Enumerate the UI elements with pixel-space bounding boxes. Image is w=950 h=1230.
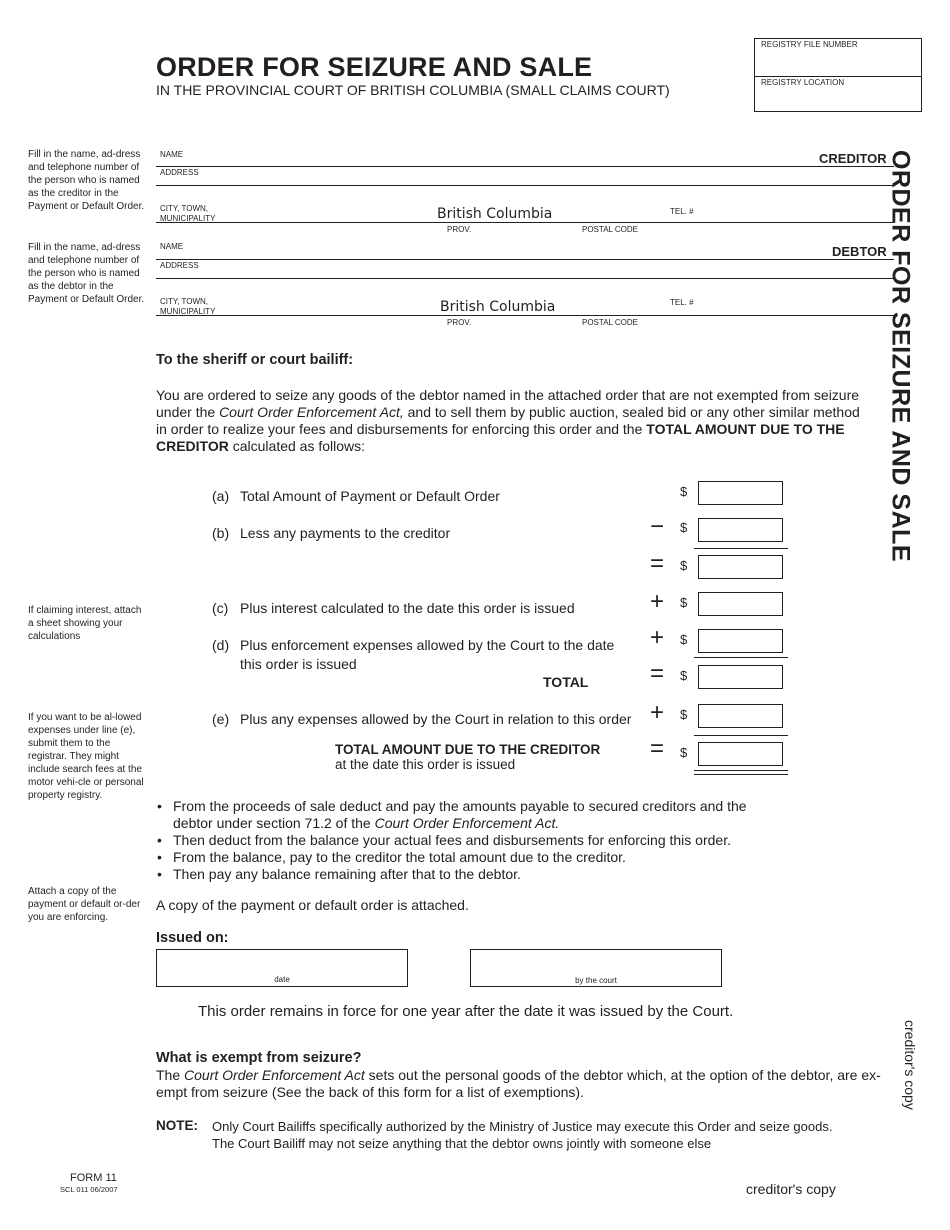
debtor-province-value[interactable]: British Columbia (440, 299, 556, 315)
grand-total-currency: $ (680, 745, 688, 760)
creditor-role-label: CREDITOR (819, 151, 887, 166)
exempt-heading: What is exempt from seizure? (156, 1050, 362, 1066)
debtor-name-label: NAME (160, 242, 184, 251)
instruction-item: • Then pay any balance remaining after that to the debtor. (157, 866, 521, 882)
creditor-address-label: ADDRESS (160, 168, 199, 177)
plus-operator-e: + (649, 699, 664, 726)
item-e-amount-field[interactable] (698, 704, 783, 728)
item-b-currency: $ (680, 520, 688, 535)
copy-label: creditor's copy (746, 1181, 836, 1197)
creditor-prov-label: PROV. (447, 225, 472, 234)
page-subtitle: IN THE PROVINCIAL COURT OF BRITISH COLUMBIA (SMALL CLAIMS COURT) (156, 82, 670, 98)
grand-total-amount-field[interactable] (698, 742, 783, 766)
issued-date-field[interactable] (156, 949, 408, 987)
grand-total-sublabel: at the date this order is issued (335, 757, 516, 772)
registry-file-number-label: REGISTRY FILE NUMBER (761, 40, 858, 49)
page-title: ORDER FOR SEIZURE AND SALE (156, 52, 593, 82)
creditor-municipality-label: MUNICIPALITY (160, 214, 216, 223)
issued-label: Issued on: (156, 930, 229, 946)
order-heading: To the sheriff or court bailiff: (156, 352, 354, 368)
plus-operator-d: + (649, 624, 664, 651)
total-currency: $ (680, 668, 688, 683)
note-text: Only Court Bailiffs specifically authorized by the Ministry of Justice may execute this Order and seize goods. The Court Bailiff may not seize anything that the debtor owns jointly with someone else (212, 1119, 833, 1151)
total-amount-field[interactable] (698, 665, 783, 689)
total-label: TOTAL (543, 674, 589, 690)
registry-box (754, 38, 922, 112)
side-note-interest: If claiming interest, attach a sheet showing your calculations (28, 605, 142, 642)
creditor-city-label: CITY, TOWN, (160, 204, 209, 213)
instruction-item: • From the proceeds of sale deduct and pay the amounts payable to secured creditors and the debtor under section 71.2 of the Court Order Enforcement Act. (157, 798, 747, 831)
equals-operator-subtotal: = (649, 550, 664, 577)
item-c-letter: (c) (212, 600, 229, 616)
debtor-municipality-label: MUNICIPALITY (160, 307, 216, 316)
item-c-amount-field[interactable] (698, 592, 783, 616)
side-note-debtor: Fill in the name, ad-dress and telephone number of the person who is named as the debtor in the Payment or Default Order. (28, 242, 145, 305)
vertical-title: ORDER FOR SEIZURE AND SALE (886, 150, 915, 563)
item-a-amount-field[interactable] (698, 481, 783, 505)
item-d-label-cont: this order is issued (240, 656, 357, 672)
form-number: FORM 11 (70, 1172, 117, 1184)
item-a-label: Total Amount of Payment or Default Order (240, 488, 500, 504)
instruction-item: • From the balance, pay to the creditor the total amount due to the creditor. (157, 849, 626, 865)
plus-operator-c: + (649, 588, 664, 615)
item-b-label: Less any payments to the creditor (240, 525, 451, 541)
subtotal-amount-field[interactable] (698, 555, 783, 579)
debtor-city-label: CITY, TOWN, (160, 297, 209, 306)
note-label: NOTE: (156, 1118, 198, 1133)
item-c-label: Plus interest calculated to the date this order is issued (240, 600, 575, 616)
item-e-currency: $ (680, 707, 688, 722)
creditor-postal-label: POSTAL CODE (582, 225, 639, 234)
creditor-name-label: NAME (160, 150, 184, 159)
validity-statement: This order remains in force for one year after the date it was issued by the Court. (198, 1003, 734, 1020)
item-d-letter: (d) (212, 637, 230, 653)
grand-total-label: TOTAL AMOUNT DUE TO THE CREDITOR (335, 742, 601, 757)
instruction-list (156, 798, 776, 883)
vertical-copy-label: creditor's copy (902, 1020, 918, 1110)
instruction-item: • Then deduct from the balance your actual fees and disbursements for enforcing this order. (157, 832, 731, 848)
debtor-role-label: DEBTOR (832, 244, 887, 259)
creditor-province-value[interactable]: British Columbia (437, 206, 553, 222)
order-paragraph: You are ordered to seize any goods of the debtor named in the attached order that are not exempted from seizure under the Court Order Enforcement Act, and to sell them by public auction, sealed bid or any other similar method in order to realize your fees and disbursements for enforcing this order and the TOTAL AMOUNT DUE TO THE CREDITOR calculated as follows: (156, 387, 860, 454)
equals-operator-grand: = (649, 735, 664, 762)
date-caption: date (274, 975, 290, 984)
debtor-prov-label: PROV. (447, 318, 472, 327)
side-note-attach: Attach a copy of the payment or default or-der you are enforcing. (28, 886, 141, 923)
item-b-amount-field[interactable] (698, 518, 783, 542)
item-e-letter: (e) (212, 711, 230, 727)
item-d-amount-field[interactable] (698, 629, 783, 653)
item-b-letter: (b) (212, 525, 230, 541)
item-d-currency: $ (680, 632, 688, 647)
form-code: SCL 011 06/2007 (60, 1185, 118, 1194)
item-a-currency: $ (680, 484, 688, 499)
subtotal-currency: $ (680, 558, 688, 573)
side-note-creditor: Fill in the name, ad-dress and telephone number of the person who is named as the creditor in the Payment or Default Order. (28, 149, 145, 212)
issued-by-court-field[interactable] (470, 949, 722, 987)
item-e-label: Plus any expenses allowed by the Court in relation to this order (240, 711, 632, 727)
equals-operator-total: = (649, 660, 664, 687)
minus-operator: − (649, 513, 664, 540)
exempt-paragraph: The Court Order Enforcement Act sets out the personal goods of the debtor which, at the option of the debtor, are ex- empt from seizure (See the back of this form for a list of exemptions). (156, 1067, 881, 1100)
debtor-address-label: ADDRESS (160, 261, 199, 270)
registry-location-label: REGISTRY LOCATION (761, 78, 845, 87)
attached-note: A copy of the payment or default order is attached. (156, 897, 469, 913)
creditor-tel-label: TEL. # (670, 207, 694, 216)
side-note-expenses: If you want to be al-lowed expenses under line (e), submit them to the registrar. They might include search fees at the motor vehi-cle or personal property registry. (28, 712, 144, 801)
item-a-letter: (a) (212, 488, 230, 504)
debtor-tel-label: TEL. # (670, 298, 694, 307)
court-caption: by the court (575, 976, 617, 985)
item-d-label: Plus enforcement expenses allowed by the Court to the date (240, 637, 615, 653)
debtor-postal-label: POSTAL CODE (582, 318, 639, 327)
item-c-currency: $ (680, 595, 688, 610)
